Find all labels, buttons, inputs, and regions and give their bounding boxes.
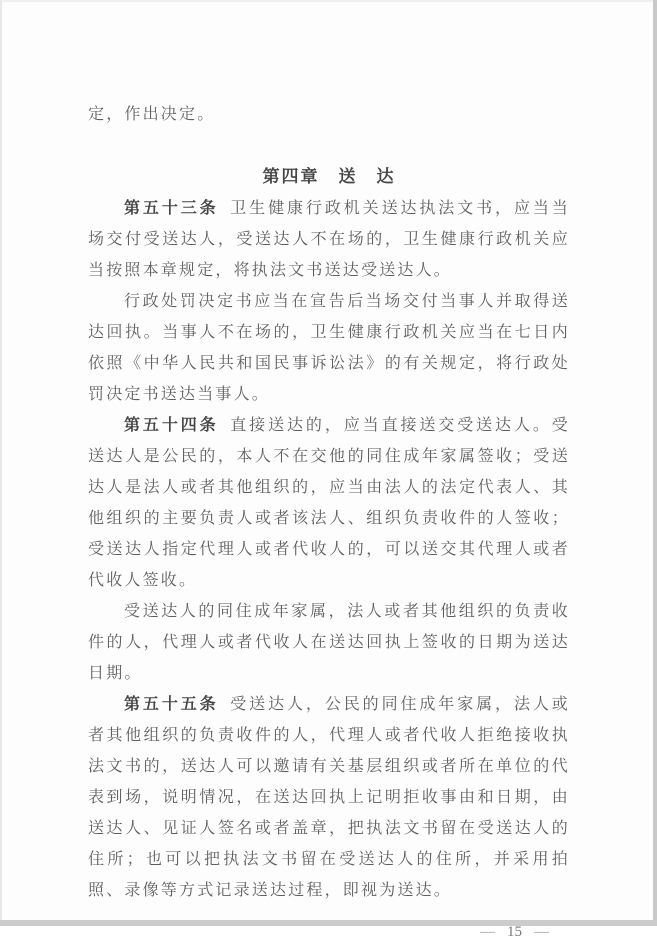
article-paragraph: 第五十三条 卫生健康行政机关送达执法文书，应当当场交付受送达人，受送达人不在场的，卫生健康行政机关应当按照本章规定，将执法文书送达受送达人。 <box>88 200 570 279</box>
chapter-heading: 第四章 送 达 <box>262 167 396 186</box>
article-paragraph: 第五十五条 受送达人，公民的同住成年家属，法人或者其他组织的负责收件的人，代理人或者代收人拒绝接收执法文书的，送达人可以邀请有关基层组织或者所在单位的代表到场，说明情况，在送达回执上记明拒收事由和日期，由送达人、见证人签名或者盖章，把执法文书留在受送达人的住所；也可以把执法文书留在受送达人的住所，并采用拍照、录像等方式记录送达过程，即视为送达。 <box>88 696 570 899</box>
scan-edge-right <box>653 0 657 926</box>
page-number: 15 <box>507 924 522 940</box>
footer-dash-right: — <box>534 924 549 940</box>
article-paragraph: 第五十四条 直接送达的，应当直接送交受送达人。受送达人是公民的，本人不在交他的同住成年家属签收；受送达人是法人或者其他组织的，应当由法人的法定代表人、其他组织的主要负责人或者该法人、组织负责收件的人签收；受送达人指定代理人或者代收人的，可以送交其代理人或者代收人签收。 <box>88 417 570 589</box>
article-paragraph: 行政处罚决定书应当在宣告后当场交付当事人并取得送达回执。当事人不在场的，卫生健康行政机关应当在七日内依照《中华人民共和国民事诉讼法》的有关规定，将行政处罚决定书送达当事人。 <box>88 293 570 403</box>
page-footer <box>88 923 570 941</box>
article-number: 第五十三条 <box>124 200 219 217</box>
page-content <box>88 99 570 941</box>
article-number: 第五十四条 <box>124 417 219 434</box>
scan-edge-left <box>0 0 2 926</box>
article-number: 第五十五条 <box>124 696 219 713</box>
continuation-line: 定，作出决定。 <box>88 106 216 123</box>
scan-edge-top <box>0 0 657 2</box>
footer-dash-left: — <box>480 924 495 940</box>
article-paragraph: 受送达人的同住成年家属，法人或者其他组织的负责收件的人，代理人或者代收人在送达回执上签收的日期为送达日期。 <box>88 603 570 682</box>
article-paragraphs <box>88 193 570 906</box>
